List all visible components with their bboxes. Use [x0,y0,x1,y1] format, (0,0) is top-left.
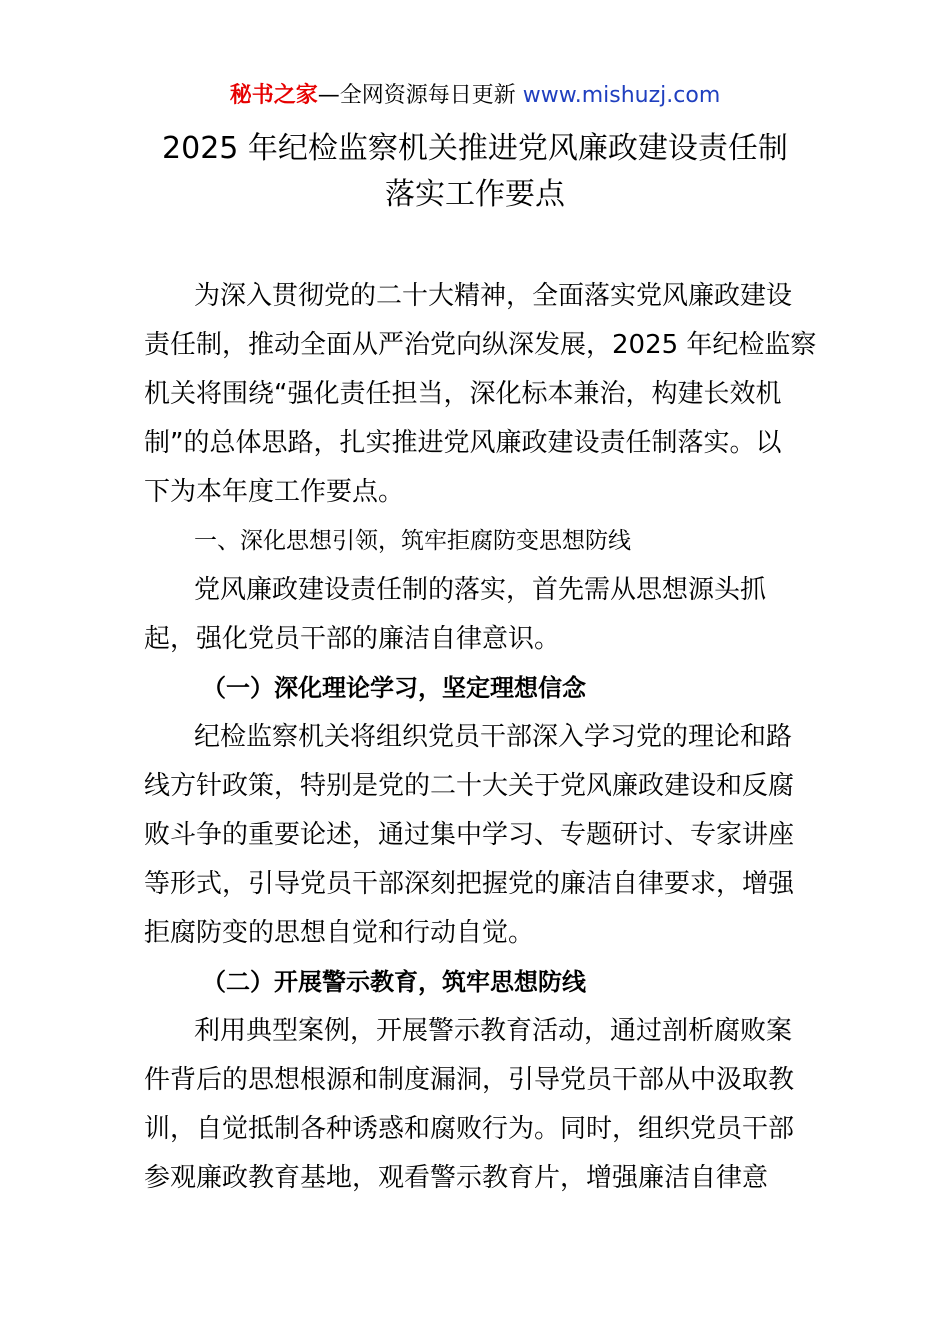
title-line-2: 落实工作要点 [385,177,565,212]
paragraph-line: 利用典型案例，开展警示教育活动，通过剖析腐败案 [194,1016,793,1046]
paragraph-line: 为深入贯彻党的二十大精神，全面落实党风廉政建设 [194,281,793,311]
site-url-link[interactable]: www.mishuzj.com [522,83,721,108]
paragraph-line: 件背后的思想根源和制度漏洞，引导党员干部从中汲取教 [144,1065,795,1095]
site-tagline: —全网资源每日更新 [317,83,523,108]
paragraph-line: 制”的总体思路，扎实推进党风廉政建设责任制落实。以 [144,428,782,458]
subsection-heading: （二）开展警示教育，筑牢思想防线 [202,968,586,996]
paragraph-line: 线方针政策，特别是党的二十大关于党风廉政建设和反腐 [144,771,795,801]
paragraph-line: 党风廉政建设责任制的落实，首先需从思想源头抓 [194,575,767,605]
site-brand: 秘书之家 [229,83,318,108]
paragraph-line: 纪检监察机关将组织党员干部深入学习党的理论和路 [194,722,793,752]
paragraph-line: 参观廉政教育基地，观看警示教育片，增强廉洁自律意 [144,1163,769,1193]
subsection-heading: （一）深化理论学习，坚定理想信念 [202,674,586,702]
paragraph-line: 下为本年度工作要点。 [144,477,405,507]
document-title [0,126,950,218]
document-body [144,272,817,1203]
paragraph-line: 败斗争的重要论述，通过集中学习、专题研讨、专家讲座 [144,820,795,850]
paragraph-line: 拒腐防变的思想自觉和行动自觉。 [144,918,535,948]
paragraph-line: 机关将围绕“强化责任担当，深化标本兼治，构建长效机 [144,379,782,409]
paragraph-line: 等形式，引导党员干部深刻把握党的廉洁自律要求，增强 [144,869,795,899]
paragraph-line: 训，自觉抵制各种诱惑和腐败行为。同时，组织党员干部 [144,1114,795,1144]
section-heading: 一、深化思想引领，筑牢拒腐防变思想防线 [194,528,631,554]
paragraph-line: 起，强化党员干部的廉洁自律意识。 [144,624,561,654]
site-header [0,80,950,112]
paragraph-line: 责任制，推动全面从严治党向纵深发展，2025 年纪检监察 [144,330,817,360]
title-line-1: 2025 年纪检监察机关推进党风廉政建设责任制 [162,131,788,166]
